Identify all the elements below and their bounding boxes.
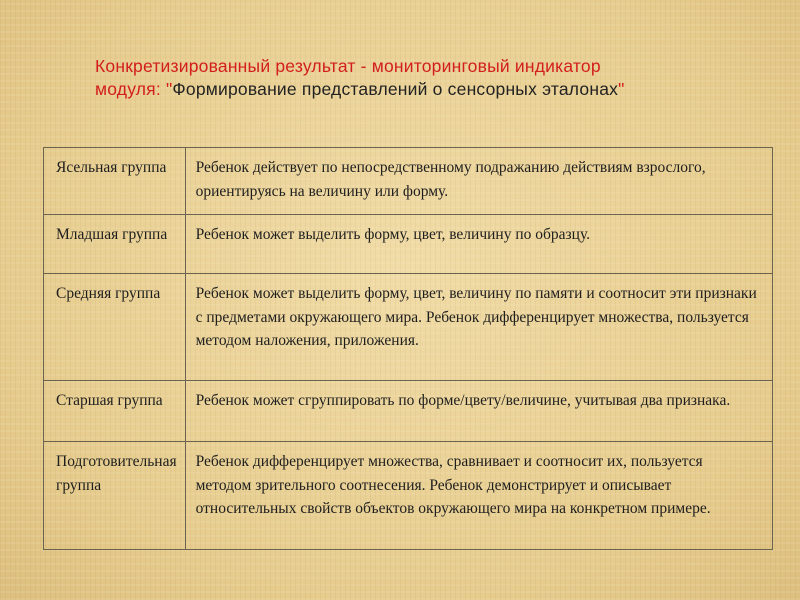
title-module-name: Формирование представлений о сенсорных эталонах bbox=[172, 79, 619, 99]
title-line-1-text: Конкретизированный результат - мониторинговый индикатор bbox=[95, 56, 601, 76]
title-quote-open: модуля: " bbox=[95, 79, 173, 99]
title-quote-close: " bbox=[618, 79, 625, 99]
description-cell: Ребенок дифференцирует множества, сравнивает и соотносит их, пользуется методом зрительного соотнесения. Ребенок демонстрирует и описывает относительных свойств объектов окружающего мира на конкретном примере. bbox=[185, 442, 772, 550]
description-cell: Ребенок может выделить форму, цвет, величину по памяти и соотносит эти признаки с предметами окружающего мира. Ребенок дифференцирует множества, пользуется методом наложения, приложения. bbox=[185, 274, 772, 381]
description-cell: Ребенок действует по непосредственному подражанию действиям взрослого, ориентируясь на величину или форму. bbox=[185, 148, 772, 215]
group-cell: Средняя группа bbox=[44, 274, 186, 381]
indicator-table bbox=[43, 147, 773, 550]
group-cell: Подготовительная группа bbox=[44, 442, 186, 550]
group-cell: Ясельная группа bbox=[44, 148, 186, 215]
group-cell: Младшая группа bbox=[44, 215, 186, 274]
slide-title bbox=[95, 55, 755, 101]
table-row bbox=[44, 215, 773, 274]
table-row bbox=[44, 381, 773, 442]
description-cell: Ребенок может выделить форму, цвет, величину по образцу. bbox=[185, 215, 772, 274]
description-cell: Ребенок может сгруппировать по форме/цвету/величине, учитывая два признака. bbox=[185, 381, 772, 442]
group-cell: Старшая группа bbox=[44, 381, 186, 442]
table-row bbox=[44, 274, 773, 381]
title-line-1 bbox=[95, 55, 755, 78]
table-row bbox=[44, 442, 773, 550]
title-line-2 bbox=[95, 78, 755, 101]
table-row bbox=[44, 148, 773, 215]
